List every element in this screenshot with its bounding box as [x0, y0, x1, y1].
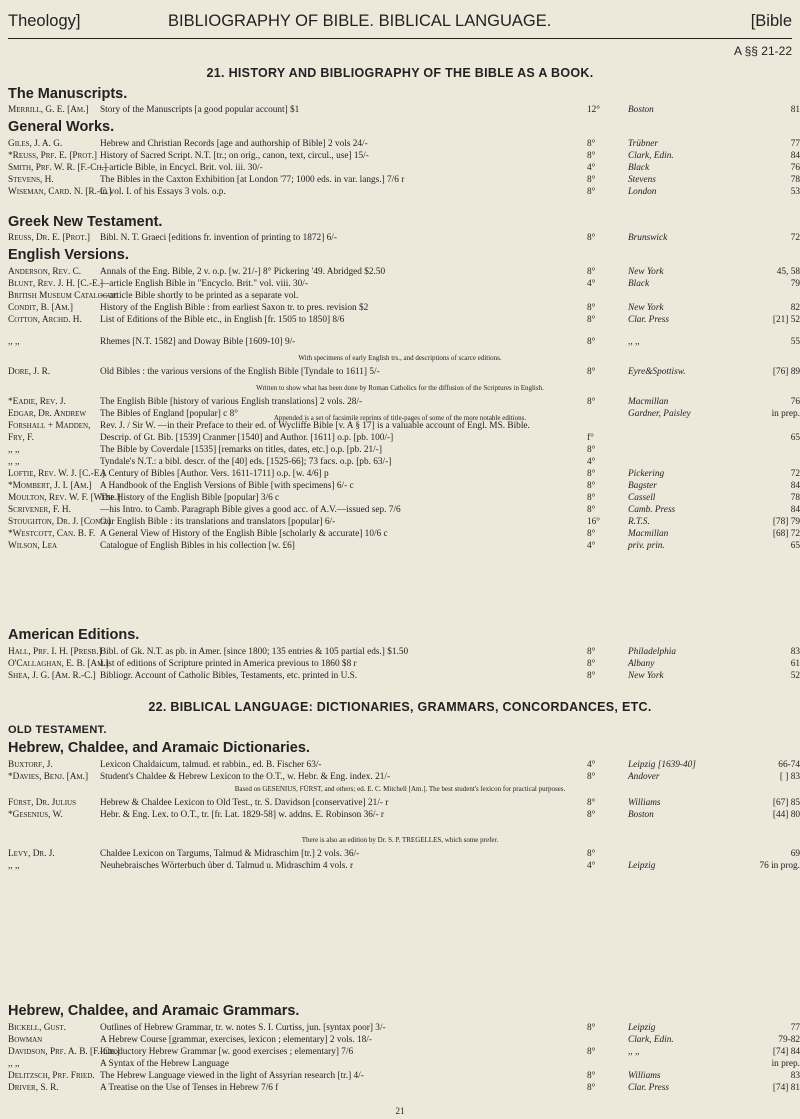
entry-publisher: Macmillan — [628, 529, 669, 539]
entry-publisher: R.T.S. — [628, 517, 650, 527]
entry-year: [44] 80 — [772, 810, 800, 820]
entry-title: Hebr. & Eng. Lex. to O.T., tr. [fr. Lat. 1829-58] w. addns. E. Robinson 36/- r — [100, 810, 385, 820]
entry-year: 76 in prog. — [759, 861, 800, 871]
entry-year: 84 — [790, 151, 800, 161]
bib-entry — [8, 516, 800, 528]
entry-title: Tyndale's N.T.: a bibl. descr. of the [40] eds. [1525-66]; 73 facs. o.p. [pb. 63/-] — [100, 457, 392, 467]
entry-author: Scrivener, F. H. — [8, 505, 71, 515]
entry-year: [21] 52 — [772, 315, 800, 325]
entry-year: 72 — [790, 233, 800, 243]
bib-entry — [8, 504, 800, 516]
entry-format: 16° — [587, 517, 601, 527]
entry-author: Shea, J. G. [Am. R.-C.] — [8, 671, 96, 681]
bib-entry — [8, 278, 800, 290]
entry-author: Fürst, Dr. Julius — [8, 798, 76, 808]
section-21-title: 21. HISTORY AND BIBLIOGRAPHY OF THE BIBLE AS A BOOK. — [206, 66, 594, 80]
bib-entry — [8, 809, 800, 821]
entry-year: [67] 85 — [772, 798, 800, 808]
entry-title: Introductory Hebrew Grammar [w. good exercises ; elementary] 7/6 — [100, 1047, 354, 1057]
header-left: Theology] — [8, 12, 81, 30]
entry-format: 8° — [587, 671, 596, 681]
entry-year: 69 — [790, 849, 800, 859]
bib-entry — [8, 1046, 800, 1058]
entry-author: Anderson, Rev. C. — [8, 267, 82, 277]
entry-format: 8° — [587, 659, 596, 669]
entry-publisher: Camb. Press — [628, 505, 676, 515]
bib-entry — [8, 1070, 800, 1082]
entry-publisher: New York — [628, 671, 664, 681]
bib-entry — [8, 314, 800, 326]
entry-publisher: Clar. Press — [628, 315, 669, 325]
entry-year: 52 — [790, 671, 800, 681]
entry-year: 84 — [790, 481, 800, 491]
entry-year: 55 — [790, 337, 800, 347]
header-rule — [8, 38, 792, 39]
entry-title: History of Sacred Script. N.T. [tr.; on orig., canon, text, circul., use] 15/- — [100, 151, 369, 161]
entry-title: —article English Bible in "Encyclo. Brit." vol. viii. 30/- — [100, 279, 308, 289]
bib-entry — [8, 670, 800, 682]
entry-year: 76 — [790, 397, 800, 407]
entry-title: —article Bible shortly to be printed as a separate vol. — [100, 291, 299, 301]
entry-author: *Mombert, J. I. [Am.] — [8, 481, 92, 491]
entry-title: List of editions of Scripture printed in America previous to 1860 $8 r — [100, 659, 357, 669]
bib-entry — [8, 848, 800, 860]
entry-publisher: ,, ,, — [628, 337, 640, 347]
bib-entry — [8, 232, 800, 244]
bib-entry — [8, 174, 800, 186]
entry-format: 4° — [587, 861, 596, 871]
entry-format: 8° — [587, 810, 596, 820]
bib-entry — [8, 646, 800, 658]
note-davies-lexicon: Based on GESENIUS, FÜRST, and others; ed. E. C. Mitchell [Am.]. The best student's lexicon for practical purposes. — [234, 785, 566, 793]
entry-author: Wilson, Lea — [8, 541, 58, 551]
entry-title: Neuhebraisches Wörterbuch über d. Talmud u. Midraschim 4 vols. r — [100, 861, 354, 871]
entry-title: Bibl. N. T. Graeci [editions fr. invention of printing to 1872] 6/- — [100, 233, 337, 243]
entry-author: Bowman — [8, 1035, 43, 1045]
entry-author: ,, ,, — [8, 861, 20, 871]
entry-format: 8° — [587, 505, 596, 515]
entry-publisher: New York — [628, 267, 664, 277]
bib-entry — [8, 302, 800, 314]
entry-title: Descrip. of Gt. Bib. [1539] Cranmer [1540] and Author. [1611] o.p. [pb. 100/-] — [100, 433, 394, 443]
entry-author: ,, ,, — [8, 1059, 20, 1069]
entry-format: 8° — [587, 529, 596, 539]
entry-publisher: London — [628, 187, 657, 197]
entry-title: —article Bible, in Encycl. Brit. vol. iii. 30/- — [100, 163, 263, 173]
entry-year: 84 — [790, 505, 800, 515]
entry-title: Old Bibles : the various versions of the English Bible [Tyndale to 1611] 5/- — [100, 367, 380, 377]
note-dore-facsimiles: Appended is a set of facsimile reprints of title-pages of some of the more notable editions. — [273, 414, 527, 422]
entry-year: 65 — [790, 541, 800, 551]
heading-general-works: General Works. — [8, 119, 115, 135]
entry-format: 8° — [587, 469, 596, 479]
entry-author: Giles, J. A. G. — [8, 139, 63, 149]
bib-entry — [8, 797, 800, 809]
entry-author: Wiseman, Card. N. [R.-C.] — [8, 187, 112, 197]
entry-format: 8° — [587, 772, 596, 782]
bib-entry — [8, 336, 800, 348]
entry-year: 76 — [790, 163, 800, 173]
bib-entry — [8, 456, 800, 468]
heading-hebrew-dictionaries: Hebrew, Chaldee, and Aramaic Dictionaries. — [8, 740, 310, 756]
entry-author: Forshall + Madden, — [8, 421, 91, 431]
entry-author: Moulton, Rev. W. F. [Wesl.] — [8, 493, 121, 503]
entry-format: 8° — [587, 233, 596, 243]
entry-publisher: Brunswick — [628, 233, 668, 243]
entry-year: in prep. — [771, 409, 800, 419]
entry-author: Loftie, Rev. W. J. [C.-E.] — [8, 469, 105, 479]
entry-year: 65 — [790, 433, 800, 443]
entry-year: [ ] 83 — [779, 772, 800, 782]
page-number: 21 — [395, 1106, 405, 1116]
entry-author: Blunt, Rev. J. H. [C.-E.] — [8, 279, 104, 289]
entry-author: Reuss, Dr. E. [Prot.] — [8, 233, 91, 243]
entry-publisher: Eyre&Spottisw. — [628, 367, 686, 377]
entry-author: Buxtorf, J. — [8, 760, 53, 770]
entry-title: —his Intro. to Camb. Paragraph Bible gives a good acc. of A.V.—issued sep. 7/6 — [100, 505, 401, 515]
entry-title: Annals of the Eng. Bible, 2 v. o.p. [w. 21/-] 8° Pickering '49. Abridged $2.50 — [100, 267, 386, 277]
heading-old-testament: OLD TESTAMENT. — [8, 724, 107, 736]
entry-format: 8° — [587, 1071, 596, 1081]
note-gesenius-edition: There is also an edition by Dr. S. P. TREGELLES, which some prefer. — [301, 836, 499, 844]
entry-author: Fry, F. — [8, 433, 34, 443]
entry-format: 8° — [587, 367, 596, 377]
entry-year: 53 — [790, 187, 800, 197]
bib-entry — [8, 528, 800, 540]
bib-entry — [8, 658, 800, 670]
entry-author: *Eadie, Rev. J. — [8, 397, 66, 407]
entry-format: f° — [587, 433, 594, 443]
entry-title: A Handbook of the English Versions of Bible [with specimens] 6/- c — [100, 481, 354, 491]
entry-year: in prep. — [771, 1059, 800, 1069]
entry-title: The English Bible [history of various English translations] 2 vols. 28/- — [100, 397, 363, 407]
entry-title: The Bible by Coverdale [1535] [remarks on titles, dates, etc.] o.p. [pb. 21/-] — [100, 445, 382, 455]
entry-publisher: Williams — [628, 798, 661, 808]
bib-entry — [8, 1034, 800, 1046]
bib-entry — [8, 492, 800, 504]
entry-title: Story of the Manuscripts [a good popular account] $1 — [100, 105, 300, 115]
entry-format: 8° — [587, 1047, 596, 1057]
bib-entry — [8, 771, 800, 783]
entry-publisher: Pickering — [628, 469, 665, 479]
entry-publisher: Philadelphia — [628, 647, 677, 657]
entry-year: 77 — [790, 1023, 800, 1033]
entry-author: *Davies, Benj. [Am.] — [8, 772, 89, 782]
entry-title: Hebrew & Chaldee Lexicon to Old Test., tr. S. Davidson [conservative] 21/- r — [100, 798, 389, 808]
entry-publisher: Black — [628, 279, 650, 289]
entry-year: 78 — [790, 175, 800, 185]
entry-format: 4° — [587, 279, 596, 289]
entry-publisher: Leipzig — [628, 861, 656, 871]
bib-entry — [8, 366, 800, 378]
entry-format: 8° — [587, 151, 596, 161]
heading-manuscripts: The Manuscripts. — [8, 86, 128, 102]
entry-year: [74] 81 — [772, 1083, 800, 1093]
entry-author: British Museum Catalogue — [8, 291, 118, 301]
bib-entry — [8, 759, 800, 771]
bib-entry — [8, 396, 800, 408]
entry-format: 8° — [587, 175, 596, 185]
entry-format: 4° — [587, 541, 596, 551]
bib-entry — [8, 1022, 800, 1034]
entry-publisher: Clark, Edin. — [628, 1035, 674, 1045]
entry-author: Levy, Dr. J. — [8, 849, 55, 859]
entry-title: Lexicon Chaldaicum, talmud. et rabbin., ed. B. Fischer 63/- — [100, 760, 322, 770]
note-cotton-specimens: With specimens of early English trs., and descriptions of scarce editions. — [298, 354, 502, 362]
entry-publisher: Trübner — [628, 139, 658, 149]
entry-format: 8° — [587, 303, 596, 313]
entry-title: Hebrew and Christian Records [age and authorship of Bible] 2 vols 24/- — [100, 139, 368, 149]
entry-format: 8° — [587, 139, 596, 149]
entry-author: Merrill, G. E. [Am.] — [8, 105, 89, 115]
bib-entry — [8, 290, 800, 302]
entry-year: 77 — [790, 139, 800, 149]
entry-format: 8° — [587, 493, 596, 503]
entry-format: 8° — [587, 647, 596, 657]
bib-entry — [8, 468, 800, 480]
entry-title: Chaldee Lexicon on Targums, Talmud & Midraschim [tr.] 2 vols. 36/- — [100, 849, 360, 859]
entry-year: [76] 89 — [772, 367, 800, 377]
entry-author: O'Callaghan, E. B. [Am.] — [8, 659, 109, 669]
entry-author: Bickell, Gust. — [8, 1023, 66, 1033]
section-22-title: 22. BIBLICAL LANGUAGE: DICTIONARIES, GRAMMARS, CONCORDANCES, ETC. — [148, 700, 652, 714]
entry-title: Rev. J. / Sir W. —in their Preface to their ed. of Wycliffe Bible [v. A § 17] is a valuable account of Engl. MS. Bible. — [100, 421, 530, 431]
entry-author: Hall, Prf. I. H. [Presb.] — [8, 647, 102, 657]
entry-title: Our English Bible : its translations and translators [popular] 6/- — [100, 517, 336, 527]
entry-year: 72 — [790, 469, 800, 479]
entry-year: 78 — [790, 493, 800, 503]
entry-author: Cotton, Archd. H. — [8, 315, 82, 325]
entry-title: Rhemes [N.T. 1582] and Doway Bible [1609-10] 9/- — [100, 337, 296, 347]
entry-author: ,, ,, — [8, 457, 20, 467]
entry-format: 12° — [587, 105, 601, 115]
entry-format: 4° — [587, 457, 596, 467]
entry-author: Delitzsch, Prf. Fried. — [8, 1071, 95, 1081]
entry-title: Outlines of Hebrew Grammar, tr. w. notes S. I. Curtiss, jun. [syntax poor] 3/- — [100, 1023, 386, 1033]
entry-publisher: Gardner, Paisley — [628, 409, 691, 419]
entry-format: 8° — [587, 397, 596, 407]
entry-publisher: Black — [628, 163, 650, 173]
note-rhemes: Written to show what has been done by Roman Catholics for the diffusion of the Scriptures in English. — [256, 384, 544, 392]
entry-publisher: Stevens — [628, 175, 656, 185]
bib-entry — [8, 138, 800, 150]
entry-year: 79 — [790, 279, 800, 289]
entry-publisher: Bagster — [628, 481, 657, 491]
bib-entry — [8, 444, 800, 456]
entry-title: A Syntax of the Hebrew Language — [100, 1059, 229, 1069]
entry-publisher: priv. prin. — [628, 541, 665, 551]
entry-author: Driver, S. R. — [8, 1083, 59, 1093]
entry-title: in vol. I. of his Essays 3 vols. o.p. — [100, 187, 226, 197]
entry-format: 8° — [587, 1023, 596, 1033]
entry-title: The History of the English Bible [popular] 3/6 c — [100, 493, 280, 503]
entry-publisher: Andover — [628, 772, 660, 782]
entry-title: Bibliogr. Account of Catholic Bibles, Testaments, etc. printed in U.S. — [100, 671, 358, 681]
entry-title: History of the English Bible : from earliest Saxon tr. to pres. revision $2 — [100, 303, 369, 313]
entry-format: 8° — [587, 337, 596, 347]
entry-year: 79-82 — [778, 1035, 800, 1045]
entry-year: [74] 84 — [772, 1047, 800, 1057]
entry-author: Dore, J. R. — [8, 367, 51, 377]
bib-entry — [8, 432, 800, 444]
entry-format: 8° — [587, 445, 596, 455]
entry-format: 8° — [587, 187, 596, 197]
bib-entry — [8, 1082, 800, 1094]
entry-format: 8° — [587, 481, 596, 491]
bib-entry — [8, 150, 800, 162]
entry-year: 82 — [790, 303, 800, 313]
entry-publisher: Leipzig — [628, 1023, 656, 1033]
entry-year: 66-74 — [778, 760, 800, 770]
entry-title: Student's Chaldee & Hebrew Lexicon to the O.T., w. Hebr. & Eng. index. 21/- — [100, 772, 391, 782]
entry-title: Catalogue of English Bibles in his collection [w. £6] — [100, 541, 295, 551]
entry-publisher: Albany — [628, 659, 655, 669]
bib-entry — [8, 104, 800, 116]
entry-author: Stevens, H. — [8, 175, 54, 185]
entry-format: 8° — [587, 267, 596, 277]
entry-format: 8° — [587, 315, 596, 325]
heading-hebrew-grammars: Hebrew, Chaldee, and Aramaic Grammars. — [8, 1003, 300, 1019]
entry-year: 83 — [790, 1071, 800, 1081]
page-header — [8, 8, 792, 38]
entry-title: A Century of Bibles [Author. Vers. 1611-1711] o.p. [w. 4/6] p — [100, 469, 329, 479]
entry-year: 45, 58 — [776, 267, 800, 277]
heading-american-editions: American Editions. — [8, 627, 140, 643]
bib-entry — [8, 1058, 800, 1070]
entry-year: 61 — [790, 659, 800, 669]
bib-entry — [8, 540, 800, 552]
entry-publisher: Clar. Press — [628, 1083, 669, 1093]
entry-year: [78] 79 — [772, 517, 800, 527]
entry-publisher: Boston — [628, 810, 654, 820]
entry-title: A General View of History of the English Bible [scholarly & accurate] 10/6 c — [100, 529, 388, 539]
entry-author: Edgar, Dr. Andrew — [8, 409, 87, 419]
entry-title: The Bibles in the Caxton Exhibition [at London '77; 1000 eds. in var. langs.] 7/6 r — [100, 175, 405, 185]
entry-year: 81 — [790, 105, 800, 115]
entry-author: *Gesenius, W. — [8, 810, 63, 820]
bib-entry — [8, 266, 800, 278]
entry-year: 83 — [790, 647, 800, 657]
entry-author: Stoughton, Dr. J. [Cong.] — [8, 517, 111, 527]
entry-format: 8° — [587, 798, 596, 808]
entry-publisher: Cassell — [628, 493, 656, 503]
entry-title: The Hebrew Language viewed in the light of Assyrian research [tr.] 4/- — [100, 1071, 364, 1081]
entry-title: A Hebrew Course [grammar, exercises, lexicon ; elementary] 2 vols. 18/- — [100, 1035, 372, 1045]
entry-author: *Reuss, Prf. E. [Prot.] — [8, 151, 98, 161]
entry-author: *Westcott, Can. B. F. — [8, 529, 96, 539]
heading-english-versions: English Versions. — [8, 247, 129, 263]
header-center: BIBLIOGRAPHY OF BIBLE. BIBLICAL LANGUAGE. — [168, 12, 552, 30]
entry-format: 4° — [587, 760, 596, 770]
entry-title: The Bibles of England [popular] c 8° — [100, 409, 238, 419]
entry-publisher: New York — [628, 303, 664, 313]
entry-publisher: ,, ,, — [628, 1047, 640, 1057]
section-ref: A §§ 21-22 — [733, 44, 792, 58]
bib-entry — [8, 860, 800, 872]
entry-author: ,, ,, — [8, 337, 20, 347]
entry-title: A Treatise on the Use of Tenses in Hebrew 7/6 f — [100, 1083, 279, 1093]
entry-title: Bibl. of Gk. N.T. as pb. in Amer. [since 1800; 135 entries & 105 partial eds.] $1.50 — [100, 647, 409, 657]
entry-author: Condit, B. [Am.] — [8, 303, 73, 313]
entry-title: List of Editions of the Bible etc., in English [fr. 1505 to 1850] 8/6 — [100, 315, 345, 325]
bib-entry — [8, 480, 800, 492]
entry-author: ,, ,, — [8, 445, 20, 455]
entry-format: 4° — [587, 163, 596, 173]
entry-publisher: Williams — [628, 1071, 661, 1081]
header-right: [Bible — [750, 12, 792, 30]
entry-format: 8° — [587, 1083, 596, 1093]
bib-entry — [8, 186, 800, 198]
heading-greek-nt: Greek New Testament. — [8, 214, 163, 230]
entry-year: [68] 72 — [772, 529, 800, 539]
entry-publisher: Macmillan — [628, 397, 669, 407]
entry-publisher: Leipzig [1639-40] — [628, 760, 696, 770]
entry-author: Davidson, Prf. A. B. [F.-Ch.] — [8, 1047, 120, 1057]
entry-publisher: Clark, Edin. — [628, 151, 674, 161]
entry-publisher: Boston — [628, 105, 654, 115]
bib-entry — [8, 162, 800, 174]
entry-format: 8° — [587, 849, 596, 859]
entry-author: Smith, Prf. W. R. [F.-Ch.] — [8, 163, 107, 173]
